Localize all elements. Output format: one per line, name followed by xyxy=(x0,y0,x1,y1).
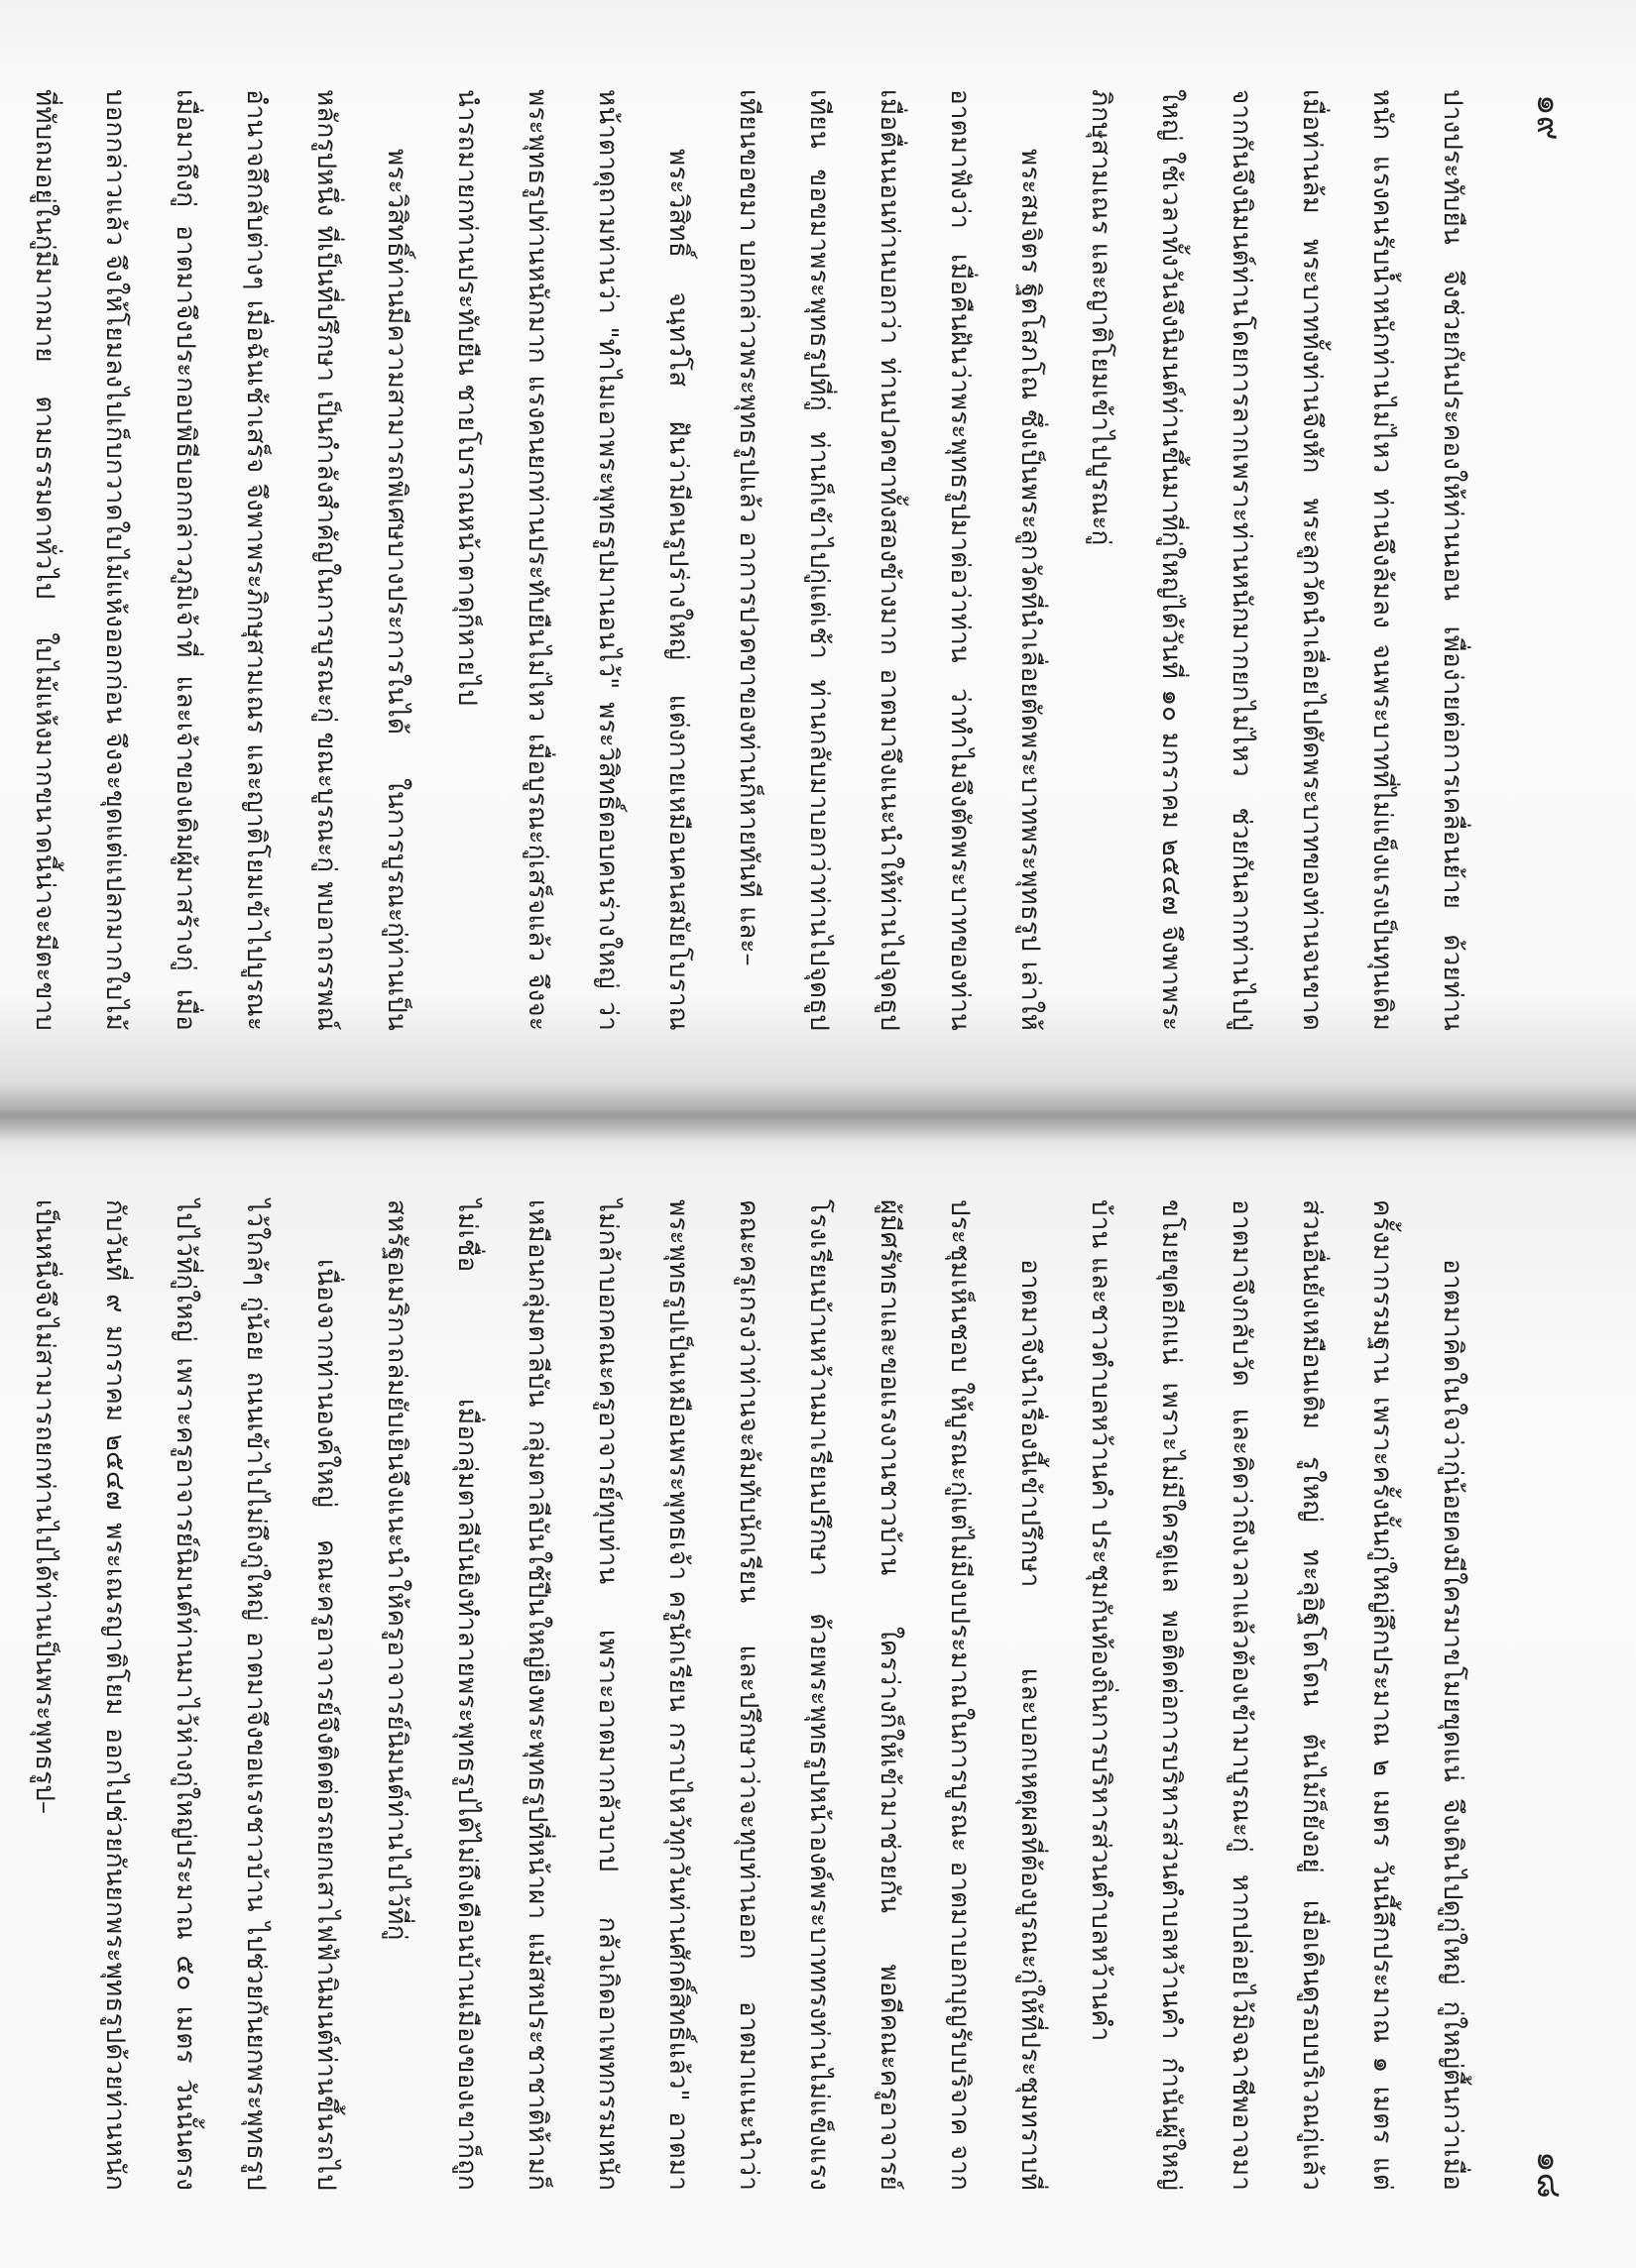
paragraph: อาตมาจึงนำเรื่องนี้เข้าปรึกษา และบอกเหตุผลที่ต้องบูรณะกู่ให้ที่ประชุมทราบที่ประชุมเห็นชอบ ให้บูรณะกู่แต่ไม่มีงบประมาณในการบูรณะ อาตมาบอกบุญรับบริจาค จากผู้มีศรัทธาและขอแรงงานชาวบ้าน ใครว่างก็ให้เข้ามาช่วยกัน พอดีคณะครูอาจารย์โรงเรียนบ้านหว้านมาเรียนปรึกษา ด้วยพระพุทธรูปหน้าองค์พระบาททรงท่านไม่แข็งแรง คณะครูเกรงว่าท่านจะล้มทับนักเรียน และปรึกษาว่าจะทุบท่านออก อาตมาแนะนำว่าพระพุทธรูปเป็นเหมือนพระพุทธเจ้า ครูนักเรียน กราบไหว้ทุกวันท่านศักดิ์สิทธิ์แล้ว" อาตมาไม่กล้าบอกคณะครูอาจารย์ทุบท่าน เพราะอาตมากลัวบาป กลัวเกิดอาเพทกรรมหนักเหมือนกลุ่มตาลีบัน กลุ่มตาลีบันใช้ปืนใหญ่ยิงพระพุทธรูปที่หน้าผา แม้สหประชาชาติห้ามก็ไม่เชื่อ เมื่อกลุ่มตาลีบันยิงทำลายพระพุทธรูปได้ไม่ถึงเดือนบ้านเมืองของเขาก็ถูกสหรัฐอเมริกาถล่มยับเยินจึงแนะนำให้ครูอาจารย์นิมนต์ท่านไปไว้ที่กู่ xyxy=(382,1199,1045,2191)
book-spine-shadow xyxy=(0,1082,1636,1142)
page-body-top xyxy=(30,89,1487,1031)
page-body-bottom xyxy=(30,1199,1487,2191)
paragraph: เนื่องจากท่านองค์ใหญ่ คณะครูอาจารย์จึงติดต่อรถยกเสาไฟฟ้านิมนต์ท่านขึ้นรถไปไว้ใกล้ๆ กู่น้อย ถนนเข้าไปไม่ถึงกู่ใหญ่ อาตมาจึงขอแรงชาวบ้าน ไปช่วยกันยกพระพุทธรูปไปไว้ที่กู่ใหญ่ เพราะครูอาจารย์นิมนต์ท่านมาไว้ห่างกู่ใหญ่ประมาณ ๕๐ เมตร วันนั้นตรงกับวันที่ ๙ มกราคม ๒๕๔๗ พระเณรญาติโยม ออกไปช่วยกันยกพระพุทธรูปด้วยท่านหนักเป็นหนึ่งจึงไม่สามารถยกท่านไปได้ท่านเป็นพระพุทธรูป– xyxy=(30,1199,341,2191)
paragraph: พระวิสิทธิ์ จนฺทวํโส ฝันว่ามีคนรูปร่างใหญ่ แต่งกายเหมือนคนสมัยโบราณหน้าตาดุถามท่านว่า "ทำไมเอาพระพุทธรูปมานอนไว้" พระวิสิทธิ์ตอบคนร่างใหญ่ ว่า พระพุทธรูปท่านหนักมาก แรงคนยกท่านประทับยืนไม่ไหว เมื่อบูรณะกู่เสร็จแล้ว จึงจะนำรถมายกท่านประทับยืน ชายโบราณหน้าตาดุก็หายไป xyxy=(452,89,693,1031)
paragraph: พระสมจิตร ฐิตโสภโณ ซึ่งเป็นพระลูกวัดที่นำเลื่อยตัดพระบาทพระพุทธรูป เล่าให้อาตมาฟังว่า เมื่อคืนฝันว่าพระพุทธรูปมาต่อว่าท่าน ว่าทำไมจึงตัดพระบาทของท่านเมื่อตื่นนอนท่านบอกว่า ท่านปวดขาทั้งสองข้างมาก อาตมาจึงแนะนำให้ท่านไปจุดธูปเทียน ขอขมาพระพุทธรูปที่กู่ ท่านก็เข้าไปกู่แต่เช้า ท่านกลับมาบอกว่าท่านไปจุดธูปเทียนขอขมา บอกกล่าวพระพุทธรูปแล้ว อาการปวดขาของท่านก็หายทันที และ– xyxy=(734,89,1045,1031)
page-number-top: ๑๙ xyxy=(1529,94,1569,141)
paragraph: ปางประทับยืน จึงช่วยกันประคองให้ท่านนอน เพื่อง่ายต่อการเคลื่อนย้าย ด้วยท่านหนัก แรงคนรับน้ำหนักท่านไม่ไหว ท่านจึงล้มลง จนพระบาทที่ไม่แข็งแรงเป็นทุนเดิมเมื่อท่านล้ม พระบาททั้งท่านจึงหัก พระลูกวัดนำเลื่อยไปตัดพระบาทของท่านจนขาดจากกันจึงนิมนต์ท่านโดยการลากเพราะท่านหนักมากยกไม่ไหว ช่วยกันลากท่านไปปู่ใหญ่ ใช้เวลาทั้งวันจึงนิมนต์ท่านขึ้นมาที่กู่ใหญ่ได้วันที่ ๑๐ มกราคม ๒๕๔๗ จึงพาพระภิกษุสามเณร และญาติโยมเข้าไปบูรณะกู่ xyxy=(1086,89,1467,1031)
page-number-bottom: ๑๘ xyxy=(1529,2151,1569,2199)
paragraph: พระวิสิทธิ์ท่านมีความสามารถพิเศษบางประการในได้ ในการบูรณะกู่ท่านเป็นหลักรูปหนึ่ง ที่เป็นที่ปรึกษา เป็นกำลังสำคัญในการบูรณะกู่ ขณะบูรณะกู่ พบอาถรรพณ์อำนาจลึกลับต่างๆ เมื่อฉันเช้าเสร็จ จึงพาพระภิกษุสามเณร และญาติโยมเข้าไปบูรณะเมื่อมาถึงกู่ อาตมาจึงประกอบพิธีบอกกล่าวภูมิเจ้าที่ และเจ้าของเดิมผู้มาสร้างกู่ เมื่อบอกกล่าวแล้ว จึงให้โยมลงไปเก็บกวาดใบไม้แห้งออกก่อน จึงจะขุดแต่แปลกมากใบไม้ที่ทับถมอยู่ในกู่มีมากมาย ตามธรรมดาทั่วไป ใบไม้แห้งมากขนาดนี้น่าจะมีตะขาบ xyxy=(30,89,411,1031)
paragraph: อาตมาคิดในใจว่ากู่น้อยคงมีใครมาขโมยขุดแน่ จึงเดินไปดูกู่ใหญ่ กู่ใหญ่ตื้นกว่าเมื่อครั้งมากรรมฐาน เพราะครั้งนั้นกู่ใหญ่ลึกประมาณ ๒ เมตร วันนี้ลึกประมาณ ๑ เมตร แต่ส่วนอื่นยังเหมือนเดิม รูใหญ่ ทะลุอิฐโตโดน ต้นไม้ก็ยังอยู่ เมื่อเดินดูรอบบริเวณกู่แล้ว อาตมาจึงกลับวัด และคิดว่าถึงเวลาแล้วต้องเข้ามาบูรณะกู่ หากปล่อยไว้มิจฉาชีพอาจมาขโมยขุดอีกแน่ เพราะไม่มีใครดูแล พอติดต่อการบริหารส่วนตำบลหว้านคำ กำนันผู้ใหญ่บ้าน และชาวตำบลหว้านคำ ประชุมกันท้องถิ่นการบริหารส่วนตำบลหว้านคำ xyxy=(1086,1199,1467,2191)
